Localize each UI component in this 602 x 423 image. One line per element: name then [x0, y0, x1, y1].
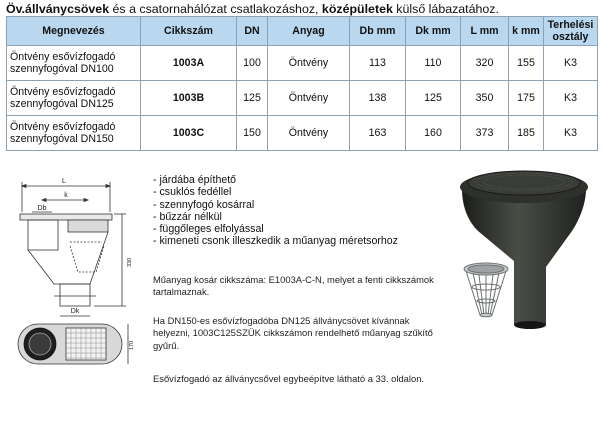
label-Dk: Dk	[70, 308, 80, 315]
cell-dn: 150	[237, 116, 268, 151]
list-item: - járdába építhető	[153, 174, 398, 186]
reference-note: Esővízfogadó az állványcsővel egybeépítve látható a 33. oldalon.	[153, 373, 425, 384]
cell-dn: 100	[237, 46, 268, 81]
header-k: k mm	[509, 17, 544, 46]
cell-db: 163	[350, 116, 406, 151]
header-material: Anyag	[268, 17, 350, 46]
cell-code: 1003C	[141, 116, 237, 151]
table-row	[7, 81, 598, 116]
cell-name: Öntvény esővízfogadó szennyfogóval DN125	[7, 81, 141, 116]
spec-table	[6, 16, 598, 151]
cell-name: Öntvény esővízfogadó szennyfogóval DN100	[7, 46, 141, 81]
list-item: - szennyfogó kosárral	[153, 199, 398, 211]
header-load-class: Terhelési osztály	[544, 17, 598, 46]
dn150-note: Ha DN150-es esővízfogadóba DN125 állványcsövet kívánnak helyezni, 1003C125SZÜK cikkszámon rendelhető műanyag szűkítő gyűrű.	[153, 315, 433, 351]
label-Db: Db	[37, 205, 47, 212]
cell-material: Öntvény	[268, 116, 350, 151]
cell-dk: 125	[406, 81, 461, 116]
page-heading	[6, 2, 598, 16]
technical-drawing	[14, 172, 134, 368]
header-l: L mm	[461, 17, 509, 46]
cell-db: 138	[350, 81, 406, 116]
cell-load-class: K3	[544, 81, 598, 116]
cell-load-class: K3	[544, 46, 598, 81]
header-dk: Dk mm	[406, 17, 461, 46]
cell-load-class: K3	[544, 116, 598, 151]
cell-k: 175	[509, 81, 544, 116]
header-db: Db mm	[350, 17, 406, 46]
cell-l: 350	[461, 81, 509, 116]
heading-text-2: külső lábazatához.	[392, 2, 499, 16]
header-dn: DN	[237, 17, 268, 46]
cell-name: Öntvény esővízfogadó szennyfogóval DN150	[7, 116, 141, 151]
cell-dn: 125	[237, 81, 268, 116]
label-width: 170	[129, 340, 135, 350]
cell-dk: 160	[406, 116, 461, 151]
cell-dk: 110	[406, 46, 461, 81]
table-row	[7, 46, 598, 81]
label-k: k	[64, 192, 68, 199]
header-name: Megnevezés	[7, 17, 141, 46]
heading-title: Öv.állványcsövek	[6, 2, 110, 16]
cell-k: 155	[509, 46, 544, 81]
cell-l: 320	[461, 46, 509, 81]
table-row	[7, 116, 598, 151]
table-header-row	[7, 17, 598, 46]
label-height: 330	[127, 257, 133, 267]
list-item: - csuklós fedéllel	[153, 186, 398, 198]
heading-text-1: és a csatornahálózat csatlakozáshoz,	[109, 2, 322, 16]
cell-k: 185	[509, 116, 544, 151]
feature-list	[153, 174, 398, 248]
cell-l: 373	[461, 116, 509, 151]
cell-code: 1003A	[141, 46, 237, 81]
header-code: Cikkszám	[141, 17, 237, 46]
list-item: - bűzzár nélkül	[153, 211, 398, 223]
list-item: - függőleges elfolyással	[153, 223, 398, 235]
cell-code: 1003B	[141, 81, 237, 116]
cell-material: Öntvény	[268, 81, 350, 116]
list-item: - kimeneti csonk illeszkedik a műanyag méretsorhoz	[153, 235, 398, 247]
cell-db: 113	[350, 46, 406, 81]
heading-emphasis: középületek	[321, 2, 393, 16]
basket-note: Műanyag kosár cikkszáma: E1003A-C-N, melyet a fenti cikkszámok tartalmaznak.	[153, 274, 434, 298]
label-L: L	[62, 178, 66, 185]
product-photo	[446, 163, 596, 331]
cell-material: Öntvény	[268, 46, 350, 81]
